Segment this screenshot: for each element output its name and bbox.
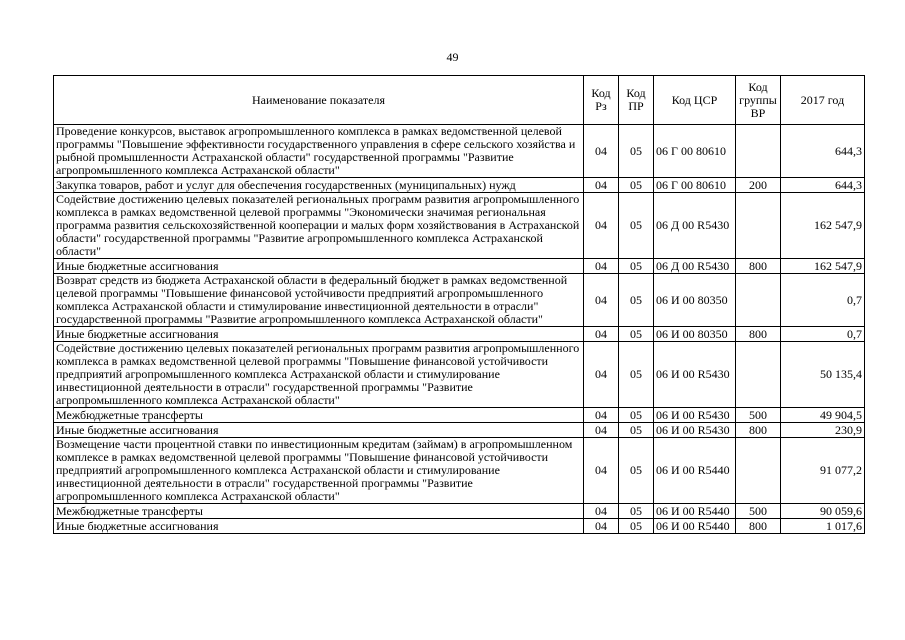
cell-vr: 500 [736,504,781,519]
cell-name: Проведение конкурсов, выставок агропромышленного комплекса в рамках ведомственной целевой программы "Повышение эффективности государственного управления в сфере сельского хозяйства и рыбной промышленности Астраханской области" государственной программы "Развитие агропромышленного комплекса Астраханской области" [54,125,584,178]
cell-vr: 200 [736,178,781,193]
cell-name: Иные бюджетные ассигнования [54,423,584,438]
table-row [54,438,865,504]
cell-amount: 0,7 [781,274,865,327]
table-row [54,259,865,274]
table-row [54,178,865,193]
table-header-row [54,76,865,125]
table-row [54,408,865,423]
cell-amount: 91 077,2 [781,438,865,504]
cell-vr: 800 [736,327,781,342]
cell-amount: 49 904,5 [781,408,865,423]
cell-vr: 800 [736,519,781,534]
cell-csr: 06 Г 00 80610 [654,178,736,193]
cell-csr: 06 Д 00 R5430 [654,259,736,274]
table-row [54,193,865,259]
cell-amount: 162 547,9 [781,193,865,259]
cell-pr: 05 [619,274,654,327]
cell-vr [736,438,781,504]
header-year: 2017 год [781,76,865,125]
cell-amount: 0,7 [781,327,865,342]
cell-pr: 05 [619,423,654,438]
cell-amount: 162 547,9 [781,259,865,274]
cell-rz: 04 [584,423,619,438]
cell-name: Содействие достижению целевых показателей региональных программ развития агропромышленного комплекса в рамках ведомственной целевой программы "Экономически значимая региональная программа развития сельскохозяйственной кооперации и малых форм хозяйствования в Астраханской области" государственной программы "Развитие агропромышленного комплекса Астраханской области" [54,193,584,259]
cell-vr [736,274,781,327]
table-row [54,342,865,408]
header-name: Наименование показателя [54,76,584,125]
cell-csr: 06 И 00 R5430 [654,342,736,408]
cell-csr: 06 И 00 80350 [654,327,736,342]
cell-csr: 06 И 00 R5430 [654,408,736,423]
cell-amount: 230,9 [781,423,865,438]
cell-amount: 644,3 [781,125,865,178]
cell-rz: 04 [584,274,619,327]
cell-name: Возмещение части процентной ставки по инвестиционным кредитам (займам) в агропромышленном комплексе в рамках ведомственной целевой программы "Повышение финансовой устойчивости предприятий агропромышленного комплекса Астраханской области и стимулирование инвестиционной деятельности в отрасли" государственной программы "Развитие агропромышленного комплекса Астраханской области" [54,438,584,504]
cell-pr: 05 [619,193,654,259]
cell-name: Содействие достижению целевых показателей региональных программ развития агропромышленного комплекса в рамках ведомственной целевой программы "Повышение финансовой устойчивости предприятий агропромышленного комплекса Астраханской области и стимулирование инвестиционной деятельности в отрасли" государственной программы "Развитие агропромышленного комплекса Астраханской области" [54,342,584,408]
table-row [54,519,865,534]
cell-rz: 04 [584,342,619,408]
cell-rz: 04 [584,519,619,534]
cell-name: Иные бюджетные ассигнования [54,259,584,274]
cell-name: Иные бюджетные ассигнования [54,327,584,342]
header-vr: Код группы ВР [736,76,781,125]
header-pr: Код ПР [619,76,654,125]
table-row [54,274,865,327]
table-body [54,125,865,534]
cell-vr [736,342,781,408]
cell-pr: 05 [619,259,654,274]
cell-csr: 06 И 00 R5440 [654,519,736,534]
cell-csr: 06 И 00 R5440 [654,504,736,519]
cell-rz: 04 [584,193,619,259]
budget-table [53,75,865,534]
cell-pr: 05 [619,342,654,408]
cell-name: Межбюджетные трансферты [54,504,584,519]
cell-pr: 05 [619,504,654,519]
cell-rz: 04 [584,408,619,423]
cell-csr: 06 Д 00 R5430 [654,193,736,259]
header-csr: Код ЦСР [654,76,736,125]
cell-vr: 800 [736,423,781,438]
cell-amount: 90 059,6 [781,504,865,519]
cell-name: Закупка товаров, работ и услуг для обеспечения государственных (муниципальных) нужд [54,178,584,193]
cell-csr: 06 И 00 80350 [654,274,736,327]
table-row [54,423,865,438]
cell-pr: 05 [619,327,654,342]
cell-pr: 05 [619,125,654,178]
table-row [54,125,865,178]
cell-pr: 05 [619,519,654,534]
cell-rz: 04 [584,259,619,274]
cell-csr: 06 И 00 R5440 [654,438,736,504]
cell-pr: 05 [619,178,654,193]
cell-vr: 800 [736,259,781,274]
header-rz: Код Рз [584,76,619,125]
cell-vr [736,125,781,178]
cell-rz: 04 [584,327,619,342]
cell-name: Иные бюджетные ассигнования [54,519,584,534]
cell-amount: 50 135,4 [781,342,865,408]
cell-amount: 644,3 [781,178,865,193]
cell-pr: 05 [619,408,654,423]
cell-vr: 500 [736,408,781,423]
cell-rz: 04 [584,438,619,504]
cell-name: Межбюджетные трансферты [54,408,584,423]
cell-vr [736,193,781,259]
table-row [54,504,865,519]
cell-csr: 06 Г 00 80610 [654,125,736,178]
cell-amount: 1 017,6 [781,519,865,534]
cell-rz: 04 [584,125,619,178]
cell-rz: 04 [584,504,619,519]
table-row [54,327,865,342]
cell-csr: 06 И 00 R5430 [654,423,736,438]
page-number: 49 [446,50,459,64]
cell-rz: 04 [584,178,619,193]
cell-name: Возврат средств из бюджета Астраханской области в федеральный бюджет в рамках ведомственной целевой программы "Повышение финансовой устойчивости предприятий агропромышленного комплекса Астраханской области и стимулирование инвестиционной деятельности в отрасли" государственной программы "Развитие агропромышленного комплекса Астраханской области" [54,274,584,327]
cell-pr: 05 [619,438,654,504]
